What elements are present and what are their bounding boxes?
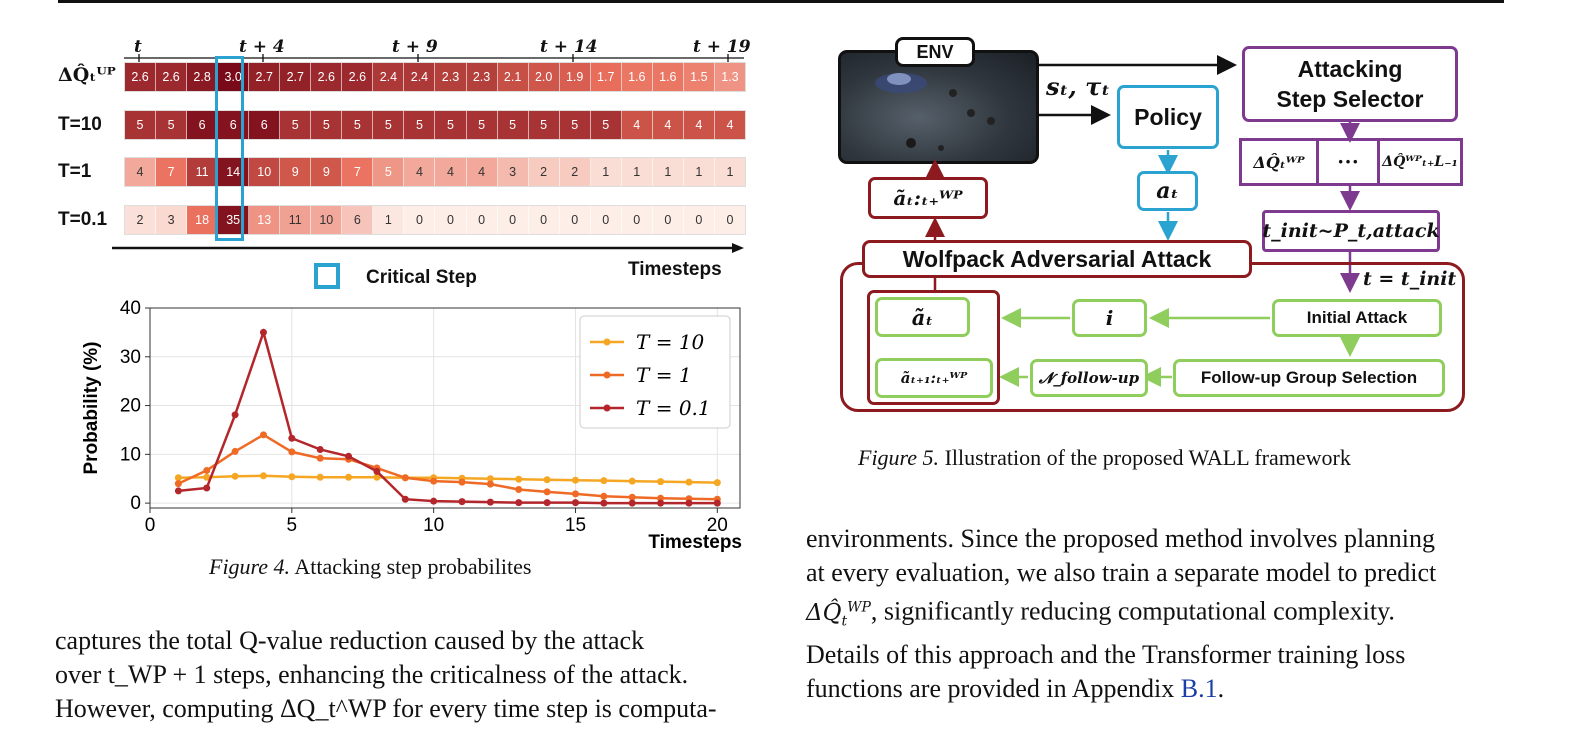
right-text-line-1: environments. Since the proposed method involves planning <box>806 524 1435 553</box>
time-label-t14: t + 14 <box>540 37 598 57</box>
n-follow-up-box: 𝓝_follow-up <box>1030 359 1148 397</box>
heat-cell: 6 <box>249 111 280 139</box>
heat-cell: 0 <box>715 206 745 234</box>
legend-marker <box>604 405 611 412</box>
left-column-text <box>55 624 745 726</box>
figure-4-caption-prefix: Figure 4. <box>209 554 291 579</box>
timesteps-label-top: Timesteps <box>628 259 722 280</box>
critical-step-highlight <box>215 56 244 241</box>
figure-5-caption-text: Illustration of the proposed WALL framework <box>939 445 1351 470</box>
heat-cell: 10 <box>249 158 280 186</box>
data-point <box>600 477 607 484</box>
heat-cell: 5 <box>156 111 187 139</box>
data-point <box>544 488 551 495</box>
data-point <box>515 499 522 506</box>
x-tick-label: 20 <box>706 515 728 536</box>
data-point <box>288 435 295 442</box>
heat-cell: 1 <box>622 158 653 186</box>
state-label: sₜ, τₜ <box>1046 72 1111 101</box>
heat-cell: 11 <box>280 206 311 234</box>
top-rule <box>58 0 1504 3</box>
delta-q-dots: ··· <box>1319 141 1380 183</box>
heat-cell: 1 <box>715 158 745 186</box>
delta-q-first: ΔQ̂ₜᵂᴾ <box>1242 141 1319 183</box>
heat-cell: 1.5 <box>684 63 715 91</box>
heat-cell: 14 <box>218 158 249 186</box>
heat-cell: 0 <box>622 206 653 234</box>
heat-cell: 5 <box>125 111 156 139</box>
selector-line-2: Step Selector <box>1276 86 1424 112</box>
data-point <box>317 474 324 481</box>
y-axis-label: Probability (%) <box>81 341 102 475</box>
heat-cell: 5 <box>467 111 498 139</box>
data-point <box>544 499 551 506</box>
right-text-line-5-suffix: . <box>1217 674 1225 704</box>
y-tick-label: 0 <box>130 493 141 515</box>
data-point <box>232 448 239 455</box>
heat-cell: 0 <box>560 206 591 234</box>
row-label-delta-q: ΔQ̂ₜᵂᴾ <box>58 64 116 86</box>
heat-cell: 1.6 <box>653 63 684 91</box>
legend-label: T = 10 <box>636 330 705 354</box>
timesteps-arrow <box>112 240 747 256</box>
heat-cell: 11 <box>187 158 218 186</box>
delta-q-sequence-box <box>1239 138 1463 186</box>
delta-q-last: ΔQ̂ᵂᴾₜ₊L₋₁ <box>1382 154 1458 170</box>
y-tick-label: 30 <box>119 346 141 368</box>
heat-cell: 5 <box>435 111 466 139</box>
data-point <box>544 476 551 483</box>
x-tick-label: 10 <box>423 515 445 536</box>
heat-cell: 6 <box>342 206 373 234</box>
heat-cell: 5 <box>404 111 435 139</box>
a-tilde-t-box: ãₜ <box>875 297 970 337</box>
left-text-line-2: over t_WP + 1 steps, enhancing the criticalness of the attack. <box>55 660 689 689</box>
right-text-line-2: at every evaluation, we also train a separate model to predict <box>806 558 1437 587</box>
heat-cell: 4 <box>653 111 684 139</box>
heat-cell: 1.7 <box>591 63 622 91</box>
data-point <box>260 472 267 479</box>
data-point <box>402 496 409 503</box>
heat-cell: 2.3 <box>467 63 498 91</box>
legend-marker <box>604 339 611 346</box>
y-tick-label: 40 <box>119 298 141 319</box>
data-point <box>317 446 324 453</box>
time-label-t9: t + 9 <box>392 37 438 57</box>
heat-cell: 4 <box>622 111 653 139</box>
heat-cell: 5 <box>529 111 560 139</box>
heat-cell: 1 <box>653 158 684 186</box>
attacked-actions-box: ãₜ:ₜ₊ᵂᴾ <box>868 177 988 219</box>
heat-cell: 2.6 <box>125 63 156 91</box>
heat-cell: 2.6 <box>311 63 342 91</box>
data-point <box>203 485 210 492</box>
heat-cell: 3 <box>156 206 187 234</box>
x-tick-label: 0 <box>144 515 156 536</box>
selector-line-1: Attacking <box>1297 56 1403 82</box>
data-point <box>459 498 466 505</box>
heat-cell: 2 <box>560 158 591 186</box>
heat-cell: 3.0 <box>218 63 249 91</box>
row-label-t1: T=1 <box>58 161 92 182</box>
heat-cell: 0 <box>498 206 529 234</box>
index-i-box: i <box>1072 299 1147 337</box>
x-axis-label: Timesteps <box>648 532 742 553</box>
row-label-t10: T=10 <box>58 114 102 135</box>
data-point <box>288 448 295 455</box>
heat-cell: 5 <box>342 111 373 139</box>
data-point <box>175 480 182 487</box>
heat-cell: 2.4 <box>373 63 404 91</box>
data-point <box>515 486 522 493</box>
heat-cell: 3 <box>498 158 529 186</box>
data-point <box>430 478 437 485</box>
heat-cell: 4 <box>684 111 715 139</box>
data-point <box>373 468 380 475</box>
data-point <box>459 479 466 486</box>
legend-label: T = 0.1 <box>636 396 711 420</box>
heat-cell: 18 <box>187 206 218 234</box>
right-text-line-3: $\Delta Q̂_t^{WP}$, significantly reducing computational complexity. <box>806 596 1395 630</box>
heat-cell: 0 <box>467 206 498 234</box>
a-tilde-follow-box: ãₜ₊₁:ₜ₊ᵂᴾ <box>875 358 993 398</box>
data-point <box>657 500 664 507</box>
env-label: ENV <box>895 37 975 67</box>
figure-5-caption-prefix: Figure 5. <box>858 445 940 470</box>
heat-cell: 2.6 <box>156 63 187 91</box>
heat-cell: 1.6 <box>622 63 653 91</box>
heat-cell: 35 <box>218 206 249 234</box>
heat-cell: 1.3 <box>715 63 745 91</box>
data-point <box>232 411 239 418</box>
heat-cell: 5 <box>560 111 591 139</box>
data-point <box>685 479 692 486</box>
heat-cell: 0 <box>435 206 466 234</box>
heat-cell: 0 <box>591 206 622 234</box>
legend-label: T = 1 <box>636 363 692 387</box>
data-point <box>629 478 636 485</box>
heat-cell: 2.7 <box>280 63 311 91</box>
heat-cell: 5 <box>373 158 404 186</box>
heat-cell: 9 <box>311 158 342 186</box>
follow-up-group-selection-box: Follow-up Group Selection <box>1173 359 1445 397</box>
y-tick-label: 10 <box>119 444 141 466</box>
left-text-line-1: captures the total Q-value reduction caused by the attack <box>55 626 645 655</box>
heat-cell: 5 <box>373 111 404 139</box>
data-point <box>487 481 494 488</box>
data-point <box>629 500 636 507</box>
heat-cell: 2 <box>529 158 560 186</box>
right-column-text <box>806 522 1506 706</box>
data-point <box>203 467 210 474</box>
heat-cell: 1.9 <box>560 63 591 91</box>
data-point <box>232 473 239 480</box>
data-point <box>572 490 579 497</box>
data-point <box>685 500 692 507</box>
left-text-line-3: However, computing ΔQ_t^WP for every time step is computa- <box>55 694 717 723</box>
probability-line-chart <box>70 292 750 553</box>
heat-cell: 2.4 <box>404 63 435 91</box>
row-label-t01: T=0.1 <box>58 209 108 230</box>
heat-cell: 13 <box>249 206 280 234</box>
attacking-step-selector-box <box>1242 46 1458 122</box>
heat-cell: 4 <box>715 111 745 139</box>
heat-cell: 10 <box>311 206 342 234</box>
appendix-link[interactable]: B.1 <box>1180 674 1218 704</box>
x-tick-label: 5 <box>286 515 298 536</box>
action-box: aₜ <box>1137 171 1198 211</box>
data-point <box>572 477 579 484</box>
heat-cell: 0 <box>653 206 684 234</box>
t-equals-t-init: t = t_init <box>1363 268 1457 290</box>
figure-4-caption <box>209 554 531 580</box>
initial-attack-box: Initial Attack <box>1272 299 1442 337</box>
data-point <box>430 498 437 505</box>
right-text-line-5-prefix: functions are provided in Appendix <box>806 674 1181 704</box>
time-label-t19: t + 19 <box>693 37 751 57</box>
heat-cell: 0 <box>529 206 560 234</box>
heat-cell: 4 <box>435 158 466 186</box>
heat-cell: 0 <box>404 206 435 234</box>
figure-5-caption <box>858 445 1351 471</box>
heat-cell: 4 <box>125 158 156 186</box>
heat-cell: 0 <box>684 206 715 234</box>
right-text-line-5 <box>806 672 1506 706</box>
data-point <box>515 476 522 483</box>
data-point <box>260 431 267 438</box>
heat-cell: 7 <box>342 158 373 186</box>
policy-box: Policy <box>1117 85 1219 149</box>
data-point <box>657 478 664 485</box>
data-point <box>260 329 267 336</box>
right-text-line-4: Details of this approach and the Transformer training loss <box>806 640 1406 670</box>
heat-cell: 5 <box>591 111 622 139</box>
data-point <box>402 474 409 481</box>
figure-4-caption-text: Attacking step probabilites <box>290 554 532 579</box>
heat-cell: 5 <box>280 111 311 139</box>
wolfpack-attack-label: Wolfpack Adversarial Attack <box>862 240 1252 278</box>
time-label-t: t <box>134 37 142 57</box>
data-point <box>317 455 324 462</box>
data-point <box>288 473 295 480</box>
data-point <box>345 453 352 460</box>
data-point <box>175 487 182 494</box>
heat-cell: 2 <box>125 206 156 234</box>
heat-cell: 6 <box>187 111 218 139</box>
heat-cell: 2.3 <box>435 63 466 91</box>
heat-cell: 2.1 <box>498 63 529 91</box>
heat-cell: 5 <box>498 111 529 139</box>
heat-cell: 2.8 <box>187 63 218 91</box>
x-tick-label: 15 <box>564 515 587 536</box>
legend-marker <box>604 372 611 379</box>
data-point <box>714 500 721 507</box>
y-tick-label: 20 <box>119 395 141 417</box>
heat-cell: 1 <box>591 158 622 186</box>
heat-cell: 2.6 <box>342 63 373 91</box>
data-point <box>714 479 721 486</box>
heat-cell: 5 <box>311 111 342 139</box>
time-label-t4: t + 4 <box>239 37 285 57</box>
data-point <box>487 499 494 506</box>
data-point <box>572 499 579 506</box>
heat-cell: 6 <box>218 111 249 139</box>
heat-cell: 4 <box>404 158 435 186</box>
data-point <box>600 500 607 507</box>
data-point <box>600 493 607 500</box>
critical-step-legend-label: Critical Step <box>366 267 477 288</box>
heat-cell: 9 <box>280 158 311 186</box>
heat-cell: 1 <box>373 206 404 234</box>
right-text-line-3-rest: , significantly reducing computational complexity. <box>870 596 1395 626</box>
data-point <box>345 474 352 481</box>
heat-cell: 2.7 <box>249 63 280 91</box>
t-init-box: t_init~P_t,attack <box>1262 210 1440 252</box>
critical-step-legend-swatch <box>314 263 340 289</box>
heat-cell: 2.0 <box>529 63 560 91</box>
heat-cell: 1 <box>684 158 715 186</box>
heat-cell: 7 <box>156 158 187 186</box>
heat-cell: 4 <box>467 158 498 186</box>
